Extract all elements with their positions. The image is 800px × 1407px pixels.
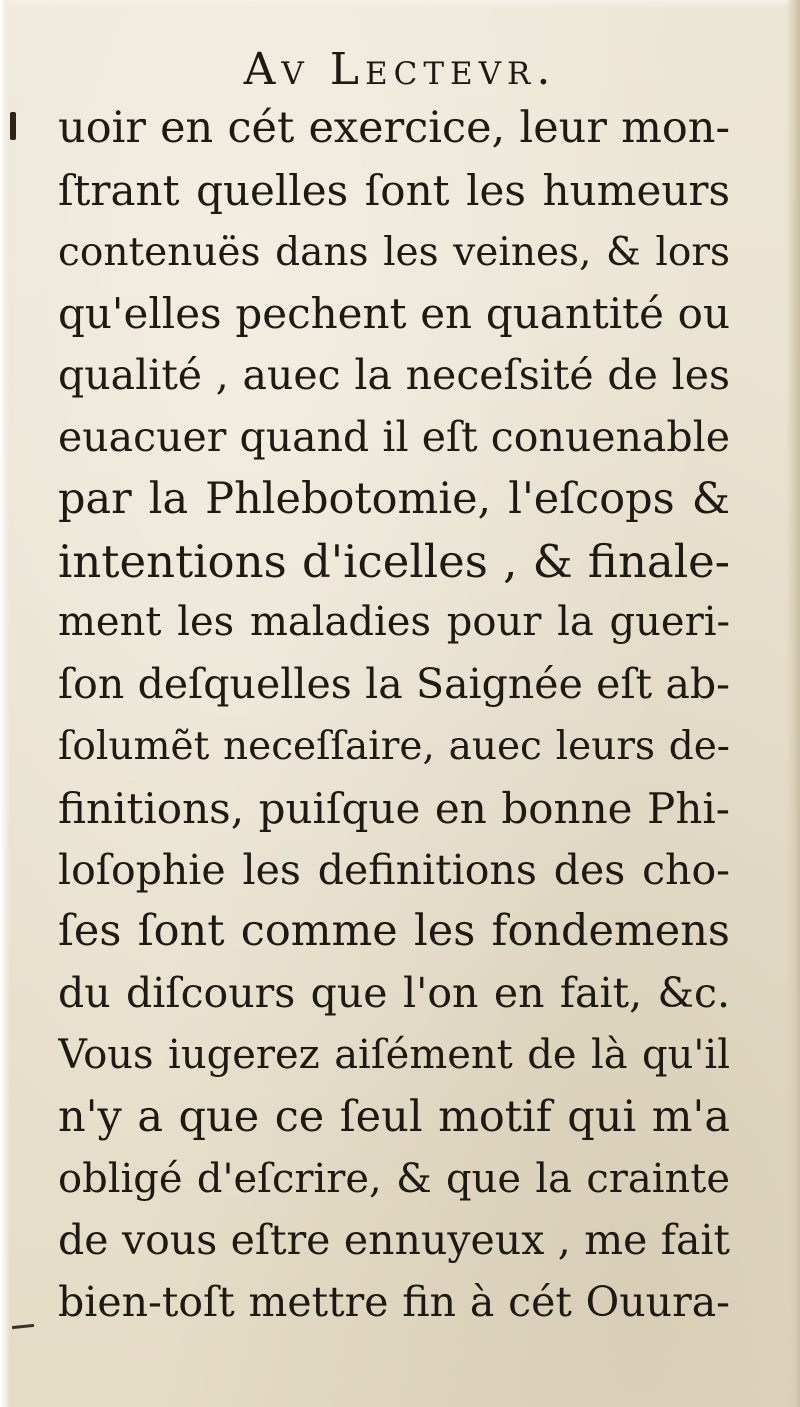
page-left-edge [0, 0, 10, 1407]
text-line: ſes ſont comme les fondemens [58, 906, 730, 957]
text-line: par la Phlebotomie, l'eſcops & [58, 473, 730, 524]
text-line: uoir en cét exercice, leur mon- [58, 103, 730, 153]
running-title: Av Lectevr. [243, 44, 557, 95]
page-right-edge [786, 0, 800, 1407]
margin-mark [10, 112, 16, 140]
text-line: ſtrant quelles ſont les humeurs [58, 165, 730, 215]
text-line: loſophie les definitions des cho- [58, 845, 730, 894]
text-line: euacuer quand il eſt conuenable [58, 412, 730, 461]
text-line: qu'elles pechent en quantité ou [58, 289, 730, 339]
text-line: obligé d'eſcrire, & que la crainte [58, 1155, 730, 1202]
ink-smudge [12, 1324, 34, 1329]
text-line: bien-toſt mettre fin à cét Ouura- [58, 1278, 730, 1327]
text-line: du diſcours que l'on en fait, &c. [58, 969, 730, 1018]
text-line: ſon deſquelles la Saignée eſt ab- [58, 660, 730, 709]
text-line: ſolumẽt neceſſaire, auec leurs de- [58, 723, 730, 769]
text-line: intentions d'icelles , & finale- [58, 534, 730, 588]
text-line: qualité , auec la neceſsité de les [58, 351, 730, 400]
page-top-edge [0, 0, 800, 8]
text-line: contenuës dans les veines, & lors [58, 229, 730, 275]
text-line: ment les maladies pour la gueri- [58, 599, 730, 646]
text-line: finitions, puiſque en bonne Phi- [58, 783, 730, 833]
text-line: de vous eſtre ennuyeux , me fait [58, 1216, 730, 1265]
text-line: Vous iugerez aiſément de là qu'il [58, 1031, 730, 1078]
text-line: n'y a que ce ſeul motif qui m'a [58, 1091, 730, 1142]
body-text [58, 98, 730, 1334]
